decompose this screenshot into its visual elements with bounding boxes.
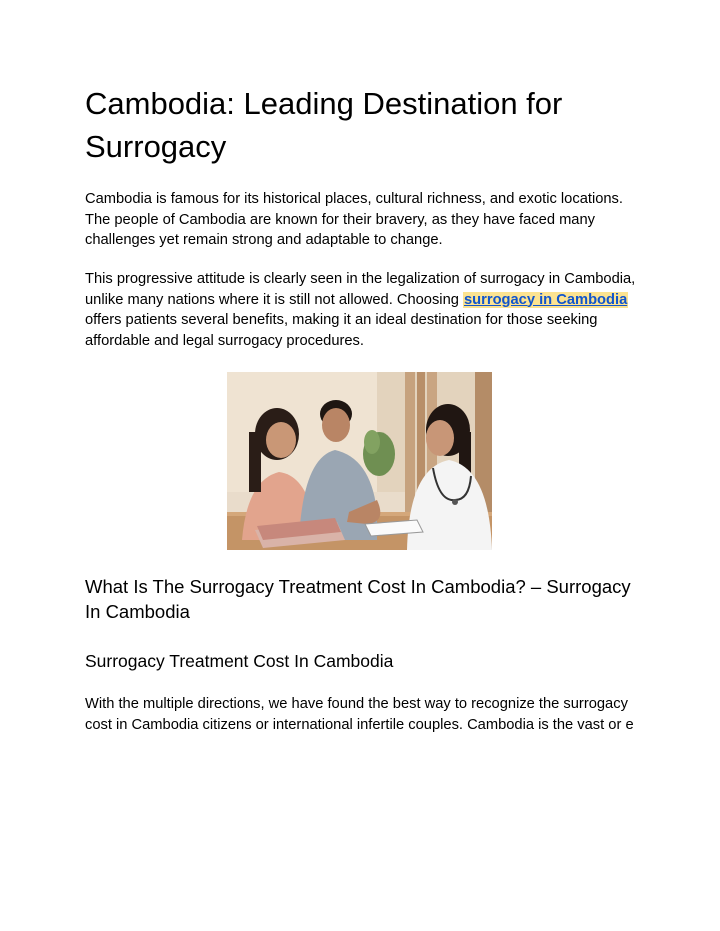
subsection-heading-cost: Surrogacy Treatment Cost In Cambodia <box>85 651 394 671</box>
paragraph-text-after-link: offers patients several benefits, making it an ideal destination for those seeking affordable and legal surrogacy procedures. <box>85 312 598 349</box>
consultation-photo <box>227 372 492 550</box>
intro-paragraph: Cambodia is famous for its historical places, cultural richness, and exotic locations. The people of Cambodia are known for their bravery, as they have faced many challenges yet remain strong and adaptable to change. <box>85 191 623 248</box>
surrogacy-in-cambodia-link[interactable]: surrogacy in Cambodia <box>464 291 628 308</box>
page-title: Cambodia: Leading Destination for Surrogacy <box>85 86 563 164</box>
surrogacy-paragraph <box>85 269 645 351</box>
section-heading-cost: What Is The Surrogacy Treatment Cost In Cambodia? – Surrogacy In Cambodia <box>85 576 631 622</box>
cost-paragraph: With the multiple directions, we have found the best way to recognize the surrogacy cost in Cambodia citizens or international infertile couples. Cambodia is the vast or e <box>85 696 634 733</box>
paragraph-text-before-link: This progressive attitude is clearly seen in the legalization of surrogacy in Cambodia, unlike many nations where it is still not allowed. Choosing <box>85 271 636 308</box>
